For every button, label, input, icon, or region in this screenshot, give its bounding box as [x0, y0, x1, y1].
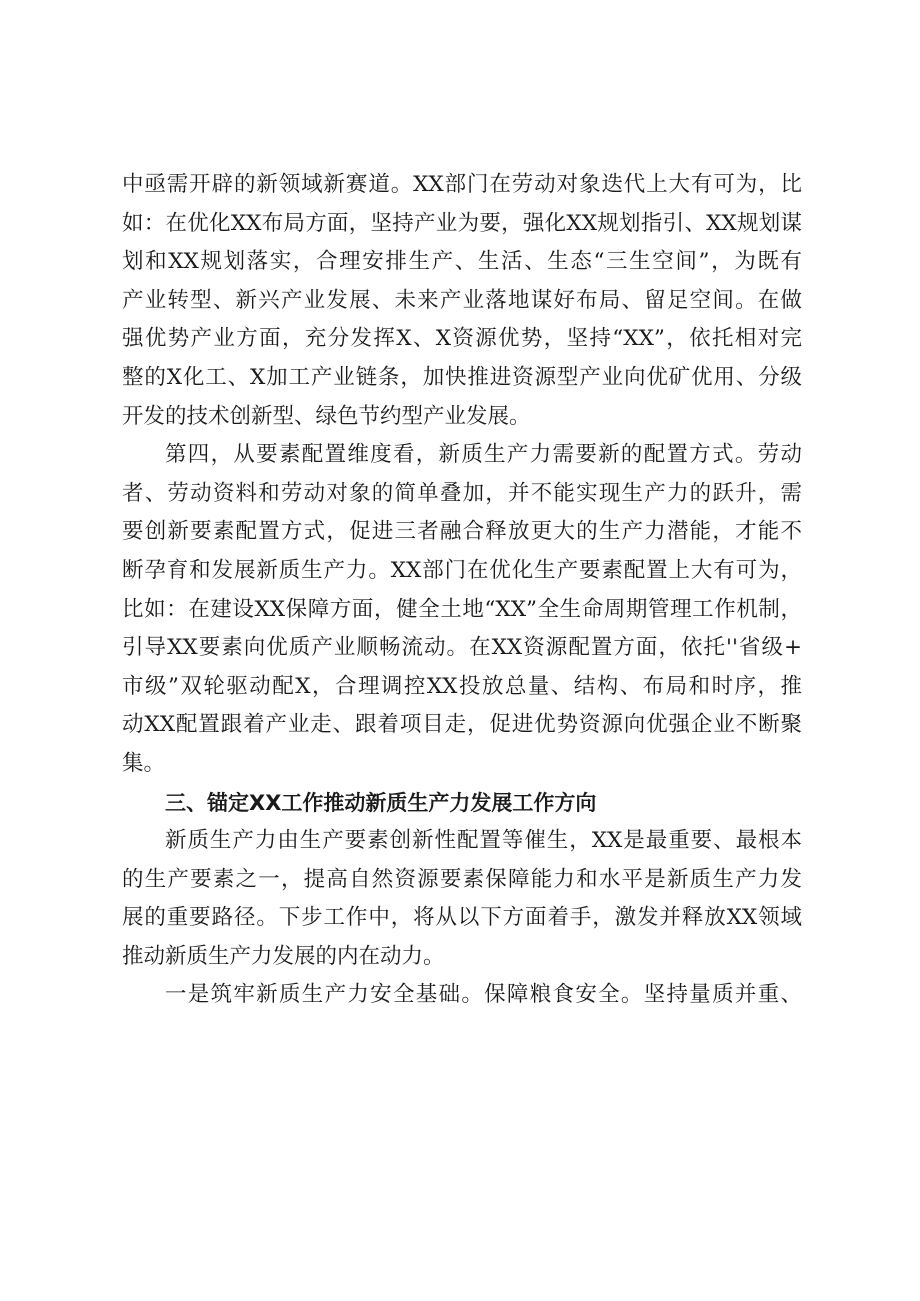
- paragraph-line: 引导XX要素向优质产业顺畅流动。在XX资源配置方面，依托''省级+: [122, 635, 802, 661]
- document-body: [122, 166, 802, 1015]
- paragraph-line: 整的X化工、X加工产业链条，加快推进资源型产业向优矿优用、分级: [122, 364, 802, 390]
- paragraph-first-line: 一是筑牢新质生产力安全基础。保障粮食安全。坚持量质并重、: [165, 982, 802, 1008]
- paragraph-line: 动XX配置跟着产业走、跟着项目走，促进优势资源向优强企业不断聚: [122, 712, 802, 738]
- section-heading: 三、锚定XX工作推动新质生产力发展工作方向: [165, 790, 597, 815]
- paragraph-line: 的生产要素之一，提高自然资源要素保障能力和水平是新质生产力发: [122, 866, 802, 892]
- paragraph-line: 中亟需开辟的新领域新赛道。XX部门在劳动对象迭代上大有可为，比: [122, 172, 802, 197]
- paragraph-line: 强优势产业方面，充分发挥X、X资源优势，坚持“XX”，依托相对完: [122, 326, 802, 352]
- paragraph-line: 推动新质生产力发展的内在动力。: [122, 943, 445, 969]
- paragraph-line: 要创新要素配置方式，促进三者融合释放更大的生产力潜能，才能不: [122, 519, 802, 545]
- paragraph-line: 如：在优化XX布局方面，坚持产业为要，强化XX规划指引、XX规划谋: [122, 210, 802, 236]
- paragraph-line: 集。: [122, 750, 166, 776]
- paragraph-line: 产业转型、新兴产业发展、未来产业落地谋好布局、留足空间。在做: [122, 287, 802, 313]
- paragraph-line: 比如：在建设XX保障方面，健全土地“XX”全生命周期管理工作机制，: [122, 596, 802, 622]
- paragraph-line: 划和XX规划落实，合理安排生产、生活、生态“三生空间”，为既有: [122, 249, 802, 275]
- paragraph-first-line: 第四，从要素配置维度看，新质生产力需要新的配置方式。劳动: [165, 442, 802, 468]
- paragraph-line: 断孕育和发展新质生产力。XX部门在优化生产要素配置上大有可为，: [122, 557, 802, 583]
- paragraph-line: 市级”双轮驱动配X，合理调控XX投放总量、结构、布局和时序，推: [122, 673, 802, 699]
- paragraph-line: 者、劳动资料和劳动对象的简单叠加，并不能实现生产力的跃升，需: [122, 480, 802, 506]
- paragraph-first-line: 新质生产力由生产要素创新性配置等催生，XX是最重要、最根本: [165, 828, 802, 854]
- paragraph-line: 展的重要路径。下步工作中，将从以下方面着手，激发并释放XX领域: [122, 905, 802, 931]
- paragraph-line: 开发的技术创新型、绿色节约型产业发展。: [122, 403, 531, 429]
